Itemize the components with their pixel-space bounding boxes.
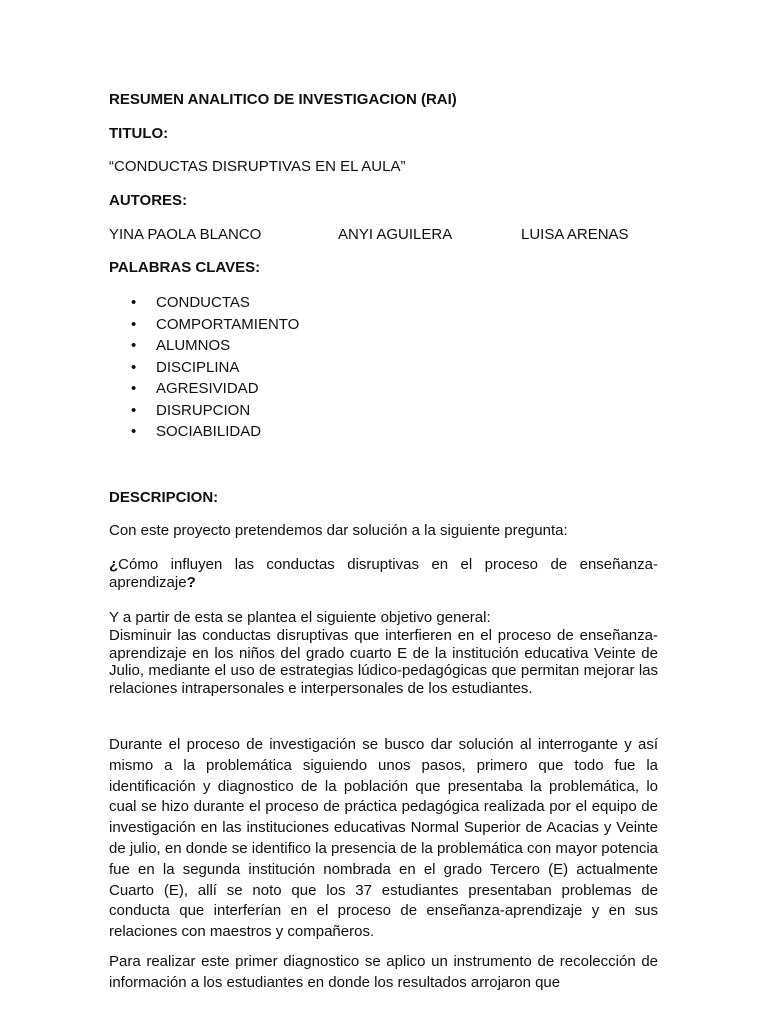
author-name: LUISA ARENAS (521, 226, 629, 243)
titulo-value: “CONDUCTAS DISRUPTIVAS EN EL AULA” (109, 158, 406, 175)
diagnostic-paragraph: Para realizar este primer diagnostico se aplico un instrumento de recolección de información a los estudiantes en donde los resultados arrojaron que (109, 953, 658, 991)
keyword-item: • SOCIABILIDAD (109, 421, 299, 443)
intro-sentence: Con este proyecto pretendemos dar solución a la siguiente pregunta: (109, 522, 568, 539)
question-text: Cómo influyen las conductas disruptivas en el proceso de enseñanza-aprendizaje (109, 556, 658, 591)
research-question (109, 556, 658, 591)
keywords-list (109, 292, 299, 443)
keyword-item: • DISRUPCION (109, 400, 299, 422)
keyword-item: • AGRESIVIDAD (109, 378, 299, 400)
author-name: ANYI AGUILERA (338, 226, 453, 243)
author-name: YINA PAOLA BLANCO (109, 226, 262, 243)
objective-intro: Y a partir de esta se plantea el siguiente objetivo general: (109, 609, 491, 626)
autores-label: AUTORES: (109, 192, 188, 209)
keywords-label: PALABRAS CLAVES: (109, 259, 261, 276)
document-title: RESUMEN ANALITICO DE INVESTIGACION (RAI) (109, 91, 457, 108)
question-open-mark: ¿ (109, 556, 119, 573)
keyword-item: • CONDUCTAS (109, 292, 299, 314)
titulo-label: TITULO: (109, 125, 169, 142)
general-objective: Disminuir las conductas disruptivas que interfieren en el proceso de enseñanza-aprendizaje en los niños del grado cuarto E de la institución educativa Veinte de Julio, mediante el uso de estrategias lúdico-pedagógicas que permitan mejorar las relaciones intrapersonales e interpersonales de los estudiantes. (109, 627, 658, 697)
keyword-item: • ALUMNOS (109, 335, 299, 357)
keyword-item: • COMPORTAMIENTO (109, 314, 299, 336)
keyword-item: • DISCIPLINA (109, 357, 299, 379)
question-close-mark: ? (186, 573, 196, 591)
descripcion-label: DESCRIPCION: (109, 489, 219, 506)
process-paragraph: Durante el proceso de investigación se busco dar solución al interrogante y así mismo a la problemática siguiendo unos pasos, primero que todo fue la identificación y diagnostico de la población que presentaba la problemática, lo cual se hizo durante el proceso de práctica pedagógica realizada por el equipo de investigación en las instituciones educativas Normal Superior de Acacias y Veinte de julio, en donde se identifico la presencia de la problemática con mayor potencia fue en la segunda institución nombrada en el grado Tercero (E) actualmente Cuarto (E), allí se noto que los 37 estudiantes presentaban problemas de conducta que interferían en el proceso de enseñanza-aprendizaje y en sus relaciones con maestros y compañeros. (109, 736, 658, 941)
